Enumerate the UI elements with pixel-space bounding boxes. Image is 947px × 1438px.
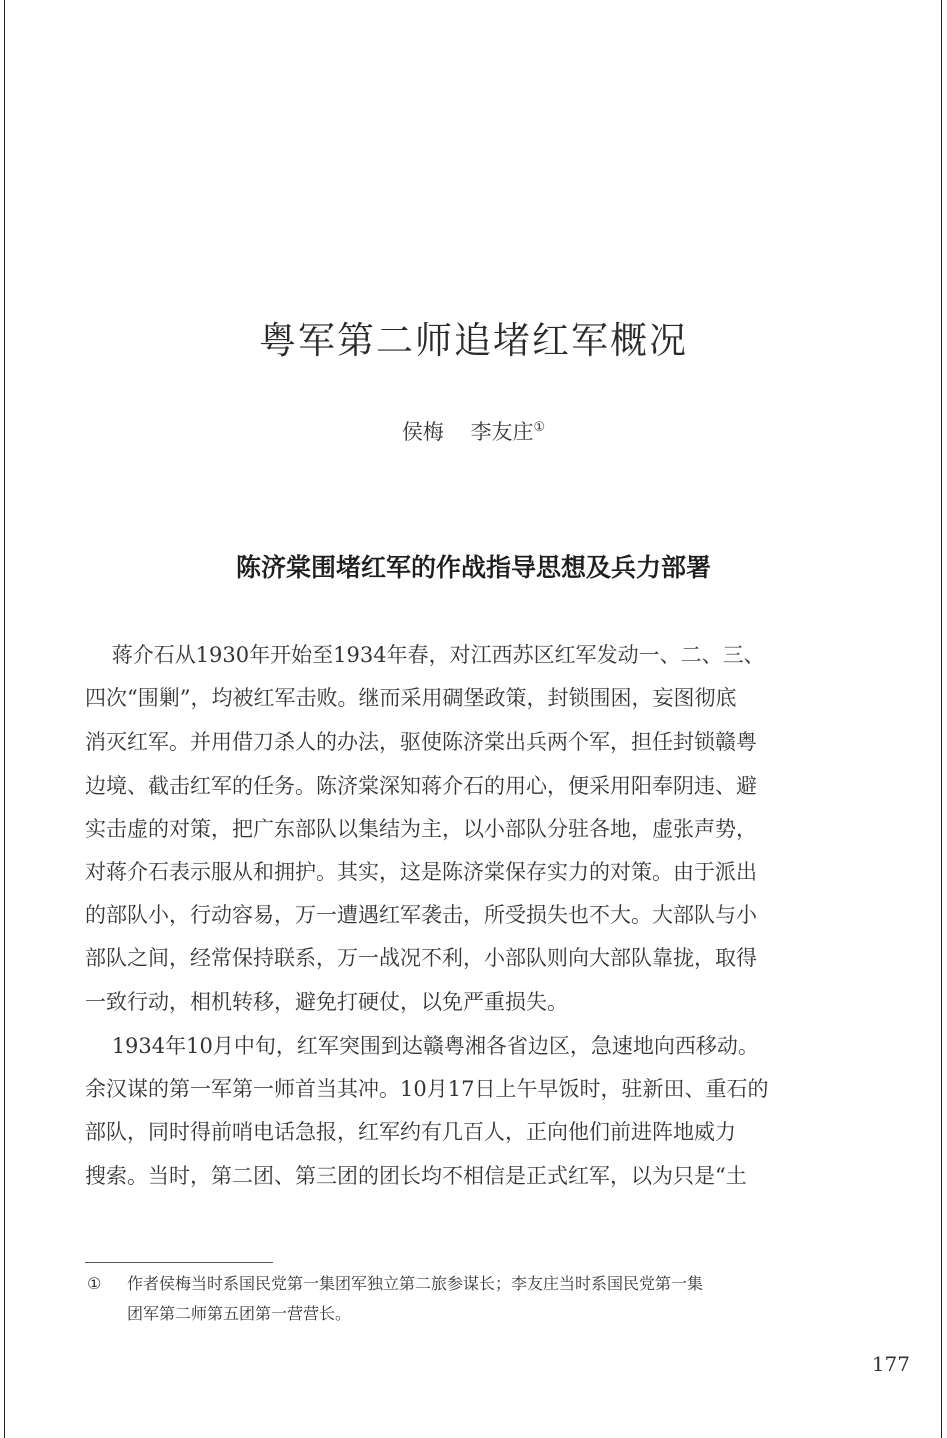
author-footnote-marker: ① xyxy=(533,420,546,435)
body-line: 部队之间，经常保持联系，万一战况不利，小部队则向大部队靠拢，取得 xyxy=(85,946,757,970)
footnote-marker: ① xyxy=(87,1274,102,1293)
body-line: 余汉谋的第一军第一师首当其冲。10月17日上午早饭时，驻新田、重石的 xyxy=(85,1077,769,1101)
body-line: 一致行动，相机转移，避免打硬仗，以免严重损失。 xyxy=(85,990,568,1014)
body-line: 实击虚的对策，把广东部队以集结为主，以小部队分驻各地，虚张声势， xyxy=(85,817,757,841)
article-authors xyxy=(0,416,947,446)
body-line: 蒋介石从1930年开始至1934年春，对江西苏区红军发动一、二、三、 xyxy=(85,643,765,667)
footnote-divider xyxy=(85,1262,273,1263)
footnote-line: 作者侯梅当时系国民党第一集团军独立第二旅参谋长；李友庄当时系国民党第一集 xyxy=(127,1274,704,1293)
page-edge-right xyxy=(941,0,942,1438)
body-line: 对蒋介石表示服从和拥护。其实，这是陈济棠保存实力的对策。由于派出 xyxy=(85,860,757,884)
body-line: 的部队小，行动容易，万一遭遇红军袭击，所受损失也不大。大部队与小 xyxy=(85,903,757,927)
page-number: 177 xyxy=(871,1352,910,1376)
body-line: 四次“围剿”，均被红军击败。继而采用碉堡政策，封锁围困，妄图彻底 xyxy=(85,686,737,710)
body-line: 边境、截击红军的任务。陈济棠深知蒋介石的用心，便采用阳奉阴违、避 xyxy=(85,774,757,798)
body-line: 1934年10月中旬，红军突围到达赣粤湘各省边区，急速地向西移动。 xyxy=(85,1034,759,1058)
body-line: 消灭红军。并用借刀杀人的办法，驱使陈济棠出兵两个军，担任封锁赣粤 xyxy=(85,730,757,754)
body-line: 部队，同时得前哨电话急报，红军约有几百人，正向他们前进阵地威力 xyxy=(85,1120,736,1144)
body-line: 搜索。当时，第二团、第三团的团长均不相信是正式红军，以为只是“土 xyxy=(85,1164,747,1188)
page-edge-left xyxy=(4,0,5,1438)
footnote-line: 团军第二师第五团第一营营长。 xyxy=(127,1304,352,1323)
article-title: 粤军第二师追堵红军概况 xyxy=(259,319,688,362)
author-names: 侯梅 李友庄 xyxy=(401,420,534,444)
section-heading: 陈济棠围堵红军的作战指导思想及兵力部署 xyxy=(235,553,711,582)
